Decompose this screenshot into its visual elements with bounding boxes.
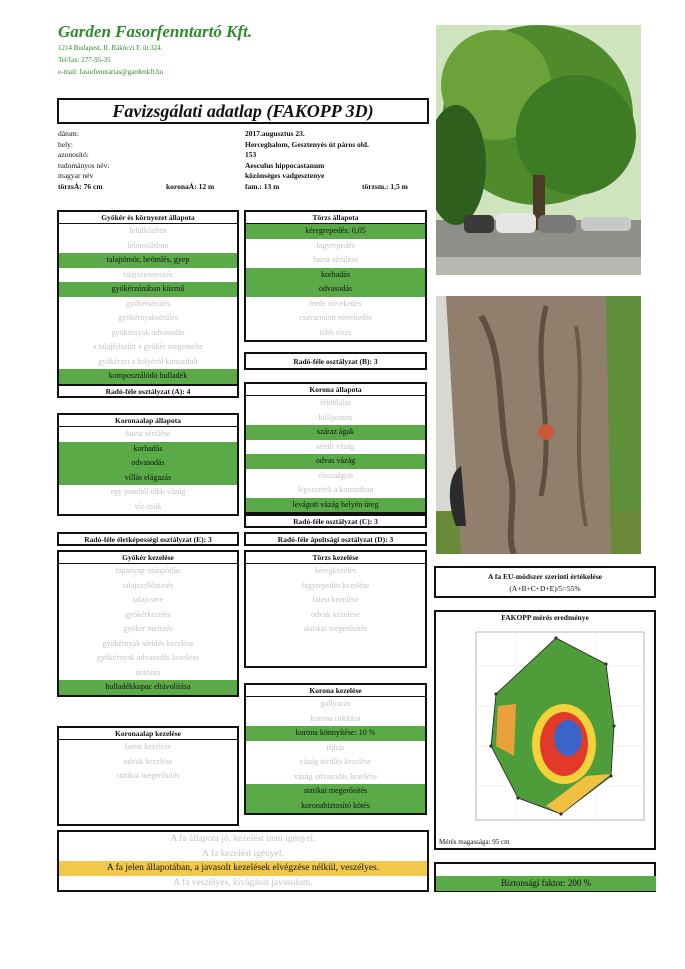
list-item: talajcsere <box>132 595 164 604</box>
place-label: hely: <box>58 139 73 149</box>
info-values <box>245 129 430 193</box>
list-item: tápanyag-utánpótlás <box>115 566 181 575</box>
crown-treat-title: Korona kezelése <box>246 685 425 697</box>
root-treat-list <box>59 564 237 695</box>
list-item: több törzs <box>319 327 352 337</box>
list-item: gallyazás <box>320 699 351 708</box>
list-item: odvak kezelése <box>311 609 360 619</box>
list-item: vázág sérülés kezelése <box>299 757 372 766</box>
condition-item: A fa állapota jó, kezelést nem igényel. <box>170 834 316 844</box>
crown-base-panel <box>57 413 239 516</box>
list-item: statikai megerősítés <box>116 771 180 780</box>
list-item: gyökérzet a helyéről kimozdult <box>98 356 198 366</box>
list-item: korona ritkítása <box>310 713 361 723</box>
list-item: ferde növekedés <box>309 298 362 308</box>
list-item: komposztálódó hulladék <box>59 369 237 384</box>
list-item: sérült vázág <box>316 441 355 451</box>
list-item: koronabiztosító kötés <box>246 799 425 814</box>
list-item: gyökérnyaksérülés <box>118 313 178 322</box>
list-item: fatest sérülése <box>312 255 359 264</box>
list-item: villás elágazás <box>59 471 237 486</box>
rating-e: Radó-féle életképességi osztályzat (E): 3 <box>57 532 239 546</box>
fakopp-tomogram <box>436 626 654 826</box>
rating-d: Radó-féle ápoltsági osztályzat (D): 3 <box>244 532 427 546</box>
crown-title: Korona állapota <box>246 384 425 396</box>
trunk-height: törzsm.: 1,5 m <box>362 181 408 191</box>
root-env-title: Gyökér és környezet állapota <box>59 212 237 224</box>
list-item: odvak kezelése <box>123 756 173 766</box>
trunk-photo <box>436 296 641 554</box>
base-treat-panel <box>57 726 239 826</box>
list-item: gyökérkezelés <box>125 609 171 619</box>
list-item: levágott vázág helyén üreg <box>246 498 425 513</box>
list-item: fagyrepedés <box>316 240 355 250</box>
rating-a: Radó-féle osztályzat (A): 4 <box>57 384 239 398</box>
list-item: statikai megerősítés <box>246 784 425 799</box>
id-label: azonosító: <box>58 150 89 159</box>
condition-item: A fa jelen állapotában, a javasolt kezelések elvégzése nélkül, veszélyes. <box>59 861 427 876</box>
company-address: 1214 Budapest, II. Rákóczi F. út 324. <box>58 44 163 52</box>
date-label: dátum: <box>58 129 79 138</box>
list-item: odvas vázág <box>246 454 425 469</box>
place-value: Herceghalom, Gesztenyés út páros old. <box>245 139 369 149</box>
list-item: egy pontból több vázág <box>110 487 186 496</box>
company-email: e-mail: fasorfenntartas@gardenkft.hu <box>58 68 164 76</box>
crown-diameter: koronaÁ: 12 m <box>166 181 215 191</box>
list-item: talajszellőztetés <box>122 580 174 590</box>
list-item: felülközben <box>129 226 167 235</box>
fakopp-title: FAKOPP mérés eredménye <box>501 613 589 622</box>
root-env-list <box>59 224 237 384</box>
company-name: Garden Fasorfenntartó Kft. <box>58 22 253 41</box>
list-item: gyökérzónában közmű <box>59 282 237 297</box>
trunk-treat-title: Törzs kezelése <box>246 552 425 564</box>
list-item: csavarodott növekedés <box>299 313 372 322</box>
conditions-panel <box>57 830 429 892</box>
sci-value: Aesculus hippocastanum <box>245 160 325 170</box>
list-item: talajtömör, beömlés, gyep <box>59 253 237 268</box>
list-item: visszaágott <box>317 470 354 480</box>
list-item: fatest kezelése <box>124 742 172 751</box>
list-item: gyökérsérülés <box>125 298 171 308</box>
safety-factor: Biztonsági faktor: 200 % <box>436 876 656 891</box>
root-treat-panel <box>57 550 239 697</box>
trunk-panel <box>244 210 427 342</box>
list-item: kéregkezelés <box>314 566 357 575</box>
list-item: kéregrepedés: 0,05 <box>246 224 425 239</box>
tree-photo-graphic <box>436 25 641 275</box>
trunk-diameter: törzsÁ: 76 cm <box>58 181 103 191</box>
list-item: féloldalas <box>319 398 352 407</box>
list-item: talajszennyezés <box>123 269 173 279</box>
condition-item: A fa kezelést igényel. <box>202 848 284 859</box>
list-item: vázág odvasodás kezelése <box>293 771 378 781</box>
crown-list <box>246 396 425 512</box>
list-item: odvasodás <box>246 282 425 297</box>
root-treat-title: Gyökér kezelése <box>59 552 237 564</box>
list-item: száraz ágak <box>246 425 425 440</box>
crown-treat-list <box>246 697 425 813</box>
list-item: statikai megerősítés <box>303 624 368 633</box>
hu-value: közönséges vadgesztenye <box>245 171 325 180</box>
info-labels <box>58 129 243 193</box>
list-item: víz-zsák <box>134 501 162 511</box>
eu-panel <box>434 566 656 598</box>
trunk-title: Törzs állapota <box>246 212 425 224</box>
list-item: öntözés <box>135 667 161 677</box>
list-item: korona könnyítése: 10 % <box>246 726 425 741</box>
root-env-panel <box>57 210 239 386</box>
eu-title: A fa EU-módszer szerinti értékelése <box>488 572 602 581</box>
list-item: fatest kezelése <box>312 595 359 604</box>
list-item: gyökérnyak sérülés kezelése <box>102 638 194 648</box>
list-item: leborulásban <box>127 240 169 250</box>
eu-formula: (A+B+C+D+E)/5=55% <box>509 584 581 593</box>
crown-base-title: Koronaalap állapota <box>59 415 237 427</box>
list-item: a talajfelszínt a gyökér megemelte <box>93 342 203 351</box>
list-item: gyökérnyak odvasodás kezelése <box>96 653 200 662</box>
trunk-treat-list <box>246 564 425 637</box>
base-treat-list <box>59 740 237 784</box>
crown-treat-panel <box>244 683 427 815</box>
rating-b: Radó-féle osztályzat (B): 3 <box>244 352 427 370</box>
list-item: hulladékkupac eltávolítása <box>59 680 237 695</box>
trunk-photo-graphic <box>436 296 641 554</box>
list-item: ifjítás <box>326 742 345 752</box>
fakopp-panel <box>434 610 656 850</box>
rating-c: Radó-féle osztályzat (C): 3 <box>244 514 427 528</box>
form-title: Favizsgálati adatlap (FAKOPP 3D) <box>57 98 429 124</box>
fakopp-note: Mérés magassága: 95 cm <box>439 838 510 846</box>
date-value: 2017.augusztus 23. <box>245 129 305 138</box>
crown-base-list <box>59 427 237 514</box>
tree-photo <box>436 25 641 275</box>
trunk-treat-panel <box>244 550 427 668</box>
list-item: gyökér metszés <box>123 624 173 633</box>
sci-label: tudományos név: <box>58 160 110 170</box>
crown-panel <box>244 382 427 514</box>
hu-label: magyar név <box>58 171 94 180</box>
list-item: kiűlpontos <box>318 412 353 422</box>
condition-item: A fa veszélyes, kivágását javasolom. <box>173 877 313 888</box>
base-treat-title: Koronaalap kezelése <box>59 728 237 740</box>
list-item: odvasodás <box>59 456 237 471</box>
list-item: korhadás <box>246 268 425 283</box>
id-value: 153 <box>245 150 257 159</box>
list-item: gyökérnyak odvasodás <box>111 327 185 337</box>
list-item: légvezeték a koronában <box>297 485 374 494</box>
list-item: fagyrepedés kezelése <box>301 580 370 590</box>
company-phone: Tel/fax: 277-95-35 <box>58 56 111 64</box>
tree-height: fam.: 13 m <box>245 181 280 191</box>
list-item: fatest sérülése <box>125 429 171 438</box>
list-item: korhadás <box>59 442 237 457</box>
trunk-list <box>246 224 425 340</box>
conditions-list <box>59 832 427 890</box>
